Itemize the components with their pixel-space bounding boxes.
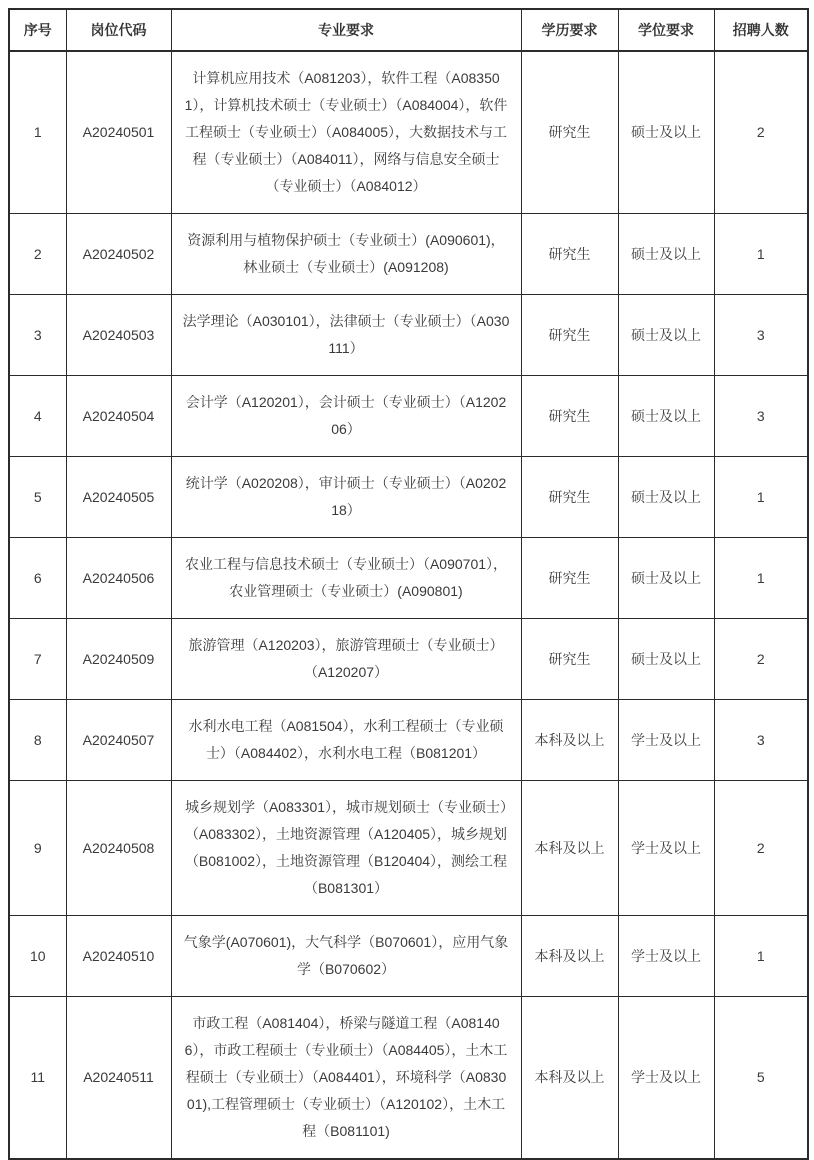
table-row (9, 700, 808, 781)
cell-major-req: 气象学(A070601)，大气科学（B070601），应用气象学（B070602） (171, 916, 521, 997)
table-row (9, 619, 808, 700)
cell-major-req: 农业工程与信息技术硕士（专业硕士）（A090701），农业管理硕士（专业硕士）(A090801) (171, 538, 521, 619)
cell-edu-req: 研究生 (521, 457, 618, 538)
header-row (9, 9, 808, 51)
cell-headcount: 3 (714, 376, 808, 457)
table-row (9, 376, 808, 457)
column-header-degree-req: 学位要求 (618, 9, 714, 51)
cell-degree-req: 硕士及以上 (618, 619, 714, 700)
cell-seq: 10 (9, 916, 66, 997)
column-header-major-req: 专业要求 (171, 9, 521, 51)
cell-degree-req: 学士及以上 (618, 916, 714, 997)
table-row (9, 295, 808, 376)
cell-headcount: 2 (714, 781, 808, 916)
column-header-job-code: 岗位代码 (66, 9, 171, 51)
cell-edu-req: 本科及以上 (521, 916, 618, 997)
cell-seq: 8 (9, 700, 66, 781)
cell-degree-req: 硕士及以上 (618, 214, 714, 295)
cell-degree-req: 学士及以上 (618, 781, 714, 916)
cell-major-req: 统计学（A020208），审计硕士（专业硕士）（A020218） (171, 457, 521, 538)
table-row (9, 51, 808, 214)
cell-major-req: 旅游管理（A120203），旅游管理硕士（专业硕士）（A120207） (171, 619, 521, 700)
cell-edu-req: 研究生 (521, 51, 618, 214)
cell-degree-req: 硕士及以上 (618, 51, 714, 214)
table-row (9, 916, 808, 997)
cell-job-code: A20240506 (66, 538, 171, 619)
cell-job-code: A20240501 (66, 51, 171, 214)
cell-seq: 3 (9, 295, 66, 376)
cell-headcount: 5 (714, 997, 808, 1160)
cell-major-req: 水利水电工程（A081504），水利工程硕士（专业硕士）（A084402），水利水电工程（B081201） (171, 700, 521, 781)
cell-headcount: 1 (714, 457, 808, 538)
cell-edu-req: 研究生 (521, 538, 618, 619)
recruitment-table (8, 8, 809, 1160)
cell-job-code: A20240511 (66, 997, 171, 1160)
cell-major-req: 城乡规划学（A083301），城市规划硕士（专业硕士）（A083302），土地资源管理（A120405），城乡规划（B081002），土地资源管理（B120404），测绘工程（B081301） (171, 781, 521, 916)
table-body (9, 51, 808, 1159)
table-row (9, 538, 808, 619)
table-row (9, 997, 808, 1160)
cell-edu-req: 研究生 (521, 376, 618, 457)
cell-major-req: 市政工程（A081404），桥梁与隧道工程（A081406），市政工程硕士（专业硕士）（A084405），土木工程硕士（专业硕士）（A084401），环境科学（A083001),工程管理硕士（专业硕士）（A120102），土木工程（B081101) (171, 997, 521, 1160)
cell-degree-req: 硕士及以上 (618, 538, 714, 619)
cell-edu-req: 本科及以上 (521, 781, 618, 916)
column-header-edu-req: 学历要求 (521, 9, 618, 51)
cell-degree-req: 学士及以上 (618, 700, 714, 781)
cell-job-code: A20240503 (66, 295, 171, 376)
cell-seq: 2 (9, 214, 66, 295)
cell-job-code: A20240509 (66, 619, 171, 700)
cell-seq: 5 (9, 457, 66, 538)
cell-seq: 1 (9, 51, 66, 214)
cell-job-code: A20240510 (66, 916, 171, 997)
cell-headcount: 3 (714, 700, 808, 781)
cell-degree-req: 硕士及以上 (618, 376, 714, 457)
cell-edu-req: 研究生 (521, 295, 618, 376)
cell-edu-req: 本科及以上 (521, 700, 618, 781)
cell-headcount: 2 (714, 51, 808, 214)
cell-major-req: 法学理论（A030101），法律硕士（专业硕士）（A030111） (171, 295, 521, 376)
table-row (9, 214, 808, 295)
cell-seq: 11 (9, 997, 66, 1160)
cell-edu-req: 研究生 (521, 214, 618, 295)
table-row (9, 781, 808, 916)
cell-job-code: A20240504 (66, 376, 171, 457)
cell-major-req: 计算机应用技术（A081203），软件工程（A083501），计算机技术硕士（专业硕士）（A084004），软件工程硕士（专业硕士）（A084005），大数据技术与工程（专业硕士）（A084011），网络与信息安全硕士（专业硕士）（A084012） (171, 51, 521, 214)
cell-headcount: 1 (714, 538, 808, 619)
cell-headcount: 1 (714, 214, 808, 295)
cell-major-req: 资源利用与植物保护硕士（专业硕士）(A090601)，林业硕士（专业硕士）(A091208) (171, 214, 521, 295)
cell-headcount: 2 (714, 619, 808, 700)
cell-job-code: A20240507 (66, 700, 171, 781)
cell-headcount: 3 (714, 295, 808, 376)
cell-edu-req: 研究生 (521, 619, 618, 700)
table-header (9, 9, 808, 51)
column-header-headcount: 招聘人数 (714, 9, 808, 51)
cell-degree-req: 硕士及以上 (618, 295, 714, 376)
column-header-seq: 序号 (9, 9, 66, 51)
table-row (9, 457, 808, 538)
cell-seq: 6 (9, 538, 66, 619)
cell-headcount: 1 (714, 916, 808, 997)
cell-job-code: A20240502 (66, 214, 171, 295)
cell-job-code: A20240505 (66, 457, 171, 538)
cell-degree-req: 学士及以上 (618, 997, 714, 1160)
cell-degree-req: 硕士及以上 (618, 457, 714, 538)
cell-job-code: A20240508 (66, 781, 171, 916)
cell-edu-req: 本科及以上 (521, 997, 618, 1160)
cell-seq: 4 (9, 376, 66, 457)
cell-major-req: 会计学（A120201），会计硕士（专业硕士）（A120206） (171, 376, 521, 457)
cell-seq: 7 (9, 619, 66, 700)
cell-seq: 9 (9, 781, 66, 916)
